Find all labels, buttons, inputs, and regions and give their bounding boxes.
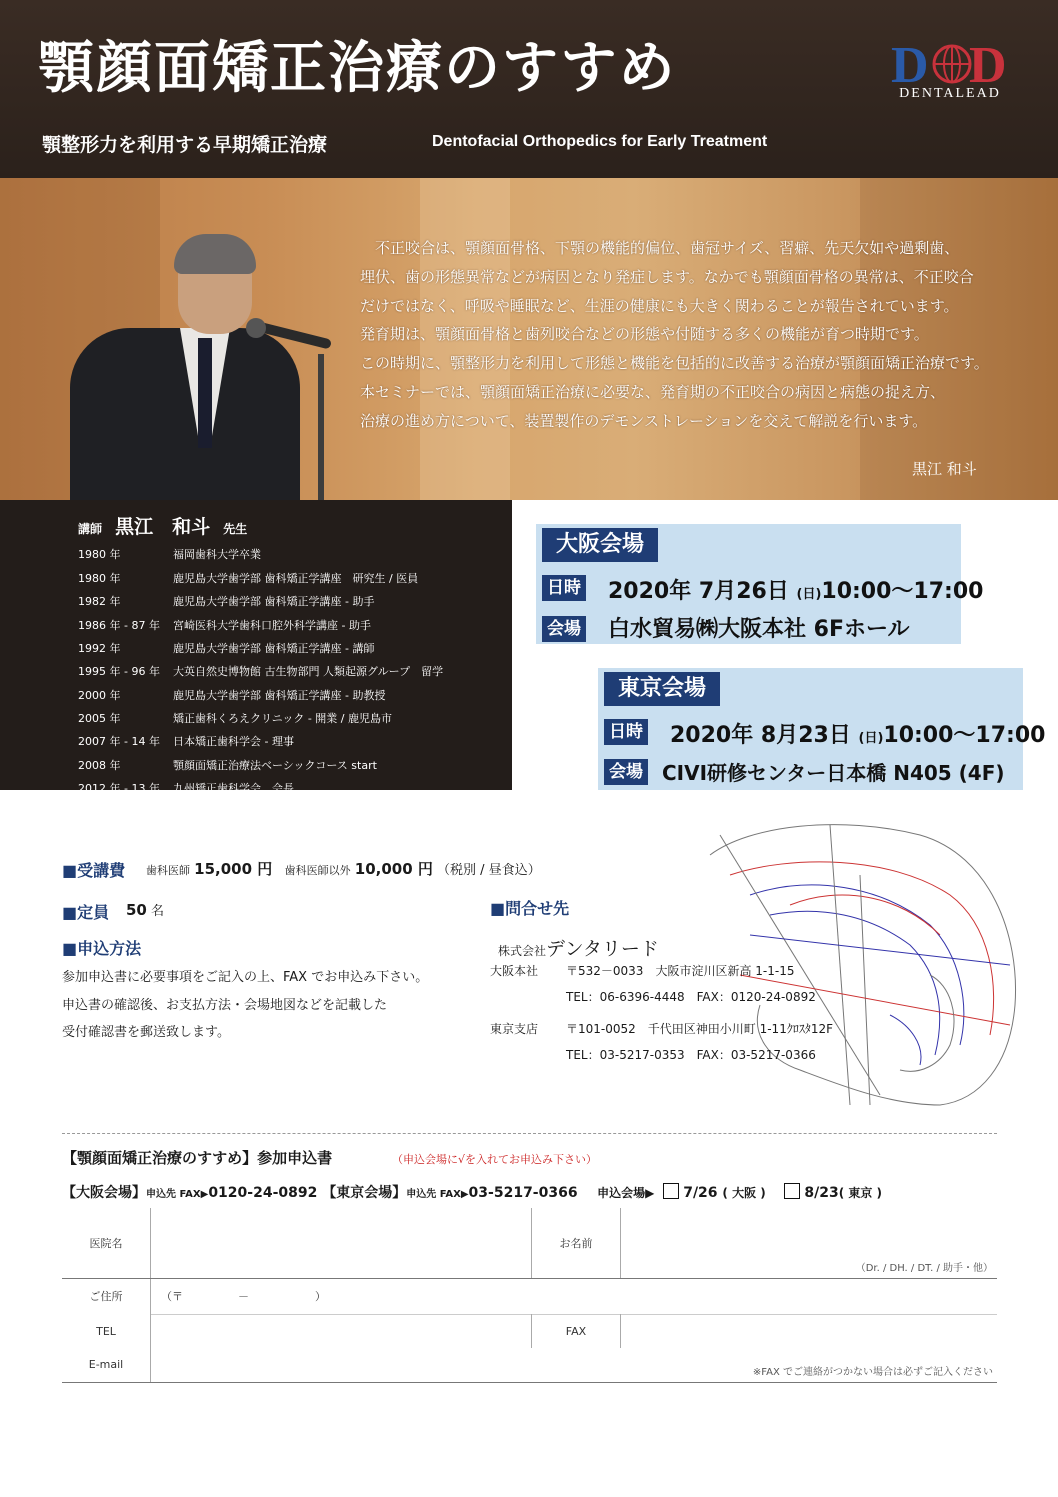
logo-wordmark: DENTALEAD xyxy=(899,86,1001,101)
tokyo-venue-label: 東京会場 xyxy=(604,672,720,706)
name-field[interactable]: （Dr. / DH. / DT. / 助手・他） xyxy=(621,1208,998,1278)
fee-heading: ■受講費 xyxy=(62,861,126,880)
intro-line: 不正咬合は、顎顔面骨格、下顎の機能的偏位、歯冠サイズ、習癖、先天欠如や過剰歯、 xyxy=(360,239,960,257)
osaka-venue-label: 大阪会場 xyxy=(542,528,658,562)
osaka-office-address: 〒532－0033 大阪市淀川区新高 1-1-15 xyxy=(566,964,795,978)
svg-text:D: D xyxy=(891,37,929,94)
tokyo-place: CIVI研修センター日本橋 N405 (4F) xyxy=(662,761,1005,785)
tokyo-office-address: 〒101-0052 千代田区神田小川町 1-11ｸﾛｽﾀ12F xyxy=(566,1022,833,1036)
lecturer-heading xyxy=(78,512,247,539)
tel-field[interactable] xyxy=(151,1314,532,1348)
career-row: 2008 年 顎顔面矯正治療法ベーシックコース start xyxy=(78,759,377,772)
career-row: 1995 年 - 96 年 大英自然史博物館 古生物部門 人類起源グループ 留学 xyxy=(78,665,444,678)
email-field[interactable]: ※FAX でご連絡がつかない場合は必ずご記入ください xyxy=(151,1348,998,1382)
company-name: 株式会社デンタリード xyxy=(498,938,659,960)
tokyo-place-tag: 会場 xyxy=(604,759,648,785)
fee-details: 歯科医師 15,000 円 歯科医師以外 10,000 円 （税別 / 昼食込） xyxy=(146,860,541,878)
lecturer-role: 講師 xyxy=(78,522,103,536)
fax-label: FAX xyxy=(532,1314,621,1348)
form-note: （申込会場に√を入れてお申込み下さい） xyxy=(392,1153,598,1166)
osaka-office-label: 大阪本社 xyxy=(490,964,539,978)
apply-line: 申込書の確認後、お支払方法・会場地図などを記載した xyxy=(62,998,388,1013)
osaka-venue-box xyxy=(536,524,984,644)
career-row: 2012 年 - 13 年 九州矯正歯科学会 会長 xyxy=(78,782,294,795)
form-fax-line: 【大阪会場】申込先 FAX▶0120-24-0892 【東京会場】申込先 FAX▶03-5217-0366 申込会場▶ 7/26 ( 大阪 ) 8/23( 東京 ) xyxy=(62,1185,883,1201)
osaka-office-phone: TEL：06-6396-4448 FAX：0120-24-0892 xyxy=(566,990,816,1004)
name-label: お名前 xyxy=(532,1208,621,1278)
capacity-heading: ■定員 xyxy=(62,903,110,922)
form-title: 【顎顔面矯正治療のすすめ】参加申込書 xyxy=(62,1149,333,1167)
intro-text xyxy=(360,234,1050,436)
lecturer-honorific: 先生 xyxy=(223,522,248,536)
clinic-label: 医院名 xyxy=(62,1208,151,1278)
career-row: 2005 年 矯正歯科くろえクリニック - 開業 / 鹿児島市 xyxy=(78,712,393,725)
intro-line: 治療の進め方について、装置製作のデモンストレーションを交えて解説を行います。 xyxy=(360,411,928,430)
tokyo-office-label: 東京支店 xyxy=(490,1022,539,1036)
apply-heading: ■申込方法 xyxy=(62,939,142,958)
intro-line: 埋伏、歯の形態異常などが病因となり発症します。なかでも顎顔面骨格の異常は、不正咬合 xyxy=(360,267,974,286)
apply-line: 参加申込書に必要事項をご記入の上、FAX でお申込み下さい。 xyxy=(62,970,429,985)
osaka-date-tag: 日時 xyxy=(542,575,586,601)
page-subtitle-english: Dentofacial Orthopedics for Early Treatment xyxy=(432,133,768,150)
career-row: 2007 年 - 14 年 日本矯正歯科学会 - 理事 xyxy=(78,735,294,748)
tokyo-datetime: 2020年 8月23日 (日)10:00～17:00 xyxy=(670,723,1046,748)
intro-line: だけではなく、呼吸や睡眠など、生涯の健康にも大きく関わることが報告されています。 xyxy=(360,296,959,315)
career-row: 1986 年 - 87 年 宮崎医科大学歯科口腔外科学講座 - 助手 xyxy=(78,619,371,632)
cut-line xyxy=(62,1133,997,1134)
osaka-place: 白水貿易㈱大阪本社 6Fホール xyxy=(608,617,910,642)
fax-field[interactable] xyxy=(621,1314,998,1348)
tel-label: TEL xyxy=(62,1314,151,1348)
career-row: 2000 年 鹿児島大学歯学部 歯科矯正学講座 - 助教授 xyxy=(78,689,386,702)
tokyo-venue-box xyxy=(598,668,1046,790)
tokyo-date-tag: 日時 xyxy=(604,719,648,745)
svg-text:D: D xyxy=(969,37,1007,94)
intro-line: この時期に、顎整形力を利用して形態と機能を包括的に改善する治療が顎顔面矯正治療です。 xyxy=(360,354,989,373)
career-row: 1992 年 鹿児島大学歯学部 歯科矯正学講座 - 講師 xyxy=(78,642,375,655)
capacity-value: 50 名 xyxy=(126,901,165,919)
page-title: 顎顔面矯正治療のすすめ xyxy=(38,36,677,101)
application-form xyxy=(62,1208,997,1383)
clinic-field[interactable] xyxy=(151,1208,532,1278)
email-label: E-mail xyxy=(62,1348,151,1382)
osaka-checkbox[interactable] xyxy=(663,1183,679,1199)
lecture-photo xyxy=(0,178,1058,500)
intro-line: 発育期は、顎顔面骨格と歯列咬合などの形態や付随する多くの機能が育つ時期です。 xyxy=(360,325,929,344)
apply-line: 受付確認書を郵送致します。 xyxy=(62,1025,230,1040)
intro-line: 本セミナーでは、顎顔面矯正治療に必要な、発育期の不正咬合の病因と病態の捉え方、 xyxy=(360,382,946,401)
page-subtitle: 顎整形力を利用する早期矯正治療 xyxy=(42,134,328,156)
career-row: 1980 年 福岡歯科大学卒業 xyxy=(78,548,261,561)
tokyo-checkbox[interactable] xyxy=(784,1183,800,1199)
career-row: 1980 年 鹿児島大学歯学部 歯科矯正学講座 研究生 / 医員 xyxy=(78,572,419,585)
microphone-stand xyxy=(318,354,324,500)
lecturer-bio xyxy=(0,500,512,795)
intro-signature: 黒江 和斗 xyxy=(912,460,977,478)
address-field[interactable]: （〒 － ） xyxy=(161,1290,326,1303)
address-label: ご住所 xyxy=(62,1278,151,1314)
osaka-place-tag: 会場 xyxy=(542,616,586,642)
career-row: 1982 年 鹿児島大学歯学部 歯科矯正学講座 - 助手 xyxy=(78,595,375,608)
osaka-datetime: 2020年 7月26日 (日)10:00～17:00 xyxy=(608,579,984,604)
contact-heading: ■問合せ先 xyxy=(490,899,570,918)
lecturer-name: 黒江 和斗 xyxy=(115,516,211,538)
tokyo-office-phone: TEL：03-5217-0353 FAX：03-5217-0366 xyxy=(566,1048,816,1062)
